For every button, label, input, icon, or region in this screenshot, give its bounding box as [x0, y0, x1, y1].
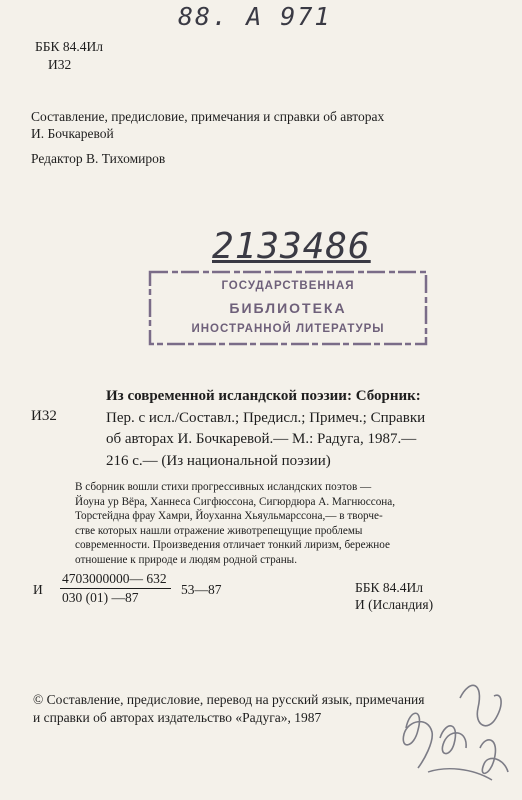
stamp-line: ГОСУДАРСТВЕННАЯ [221, 280, 355, 292]
annotation-line: стве которых нашли отражение животрепещущие проблемы [75, 524, 363, 537]
annotation [75, 480, 395, 568]
library-stamp [148, 270, 428, 346]
annotation-line: В сборник вошли стихи прогрессивных исландских поэтов — [75, 481, 372, 493]
index-numerator: 4703000000— 632 [60, 571, 171, 589]
annotation-line: современности. Произведения отличает тонкий лиризм, бережное [75, 539, 390, 552]
compiler-line: Составление, предисловие, примечания и справки об авторах [31, 109, 385, 124]
catalog-entry [106, 386, 425, 472]
index-denominator: 030 (01) —87 [62, 590, 139, 605]
inventory-number: 2133486 [212, 226, 371, 267]
copyright-notice [33, 691, 424, 726]
shelf-mark: 88. A 971 [178, 2, 332, 31]
country-mark: И (Исландия) [355, 597, 434, 612]
bbk-code-top: ББК 84.4Ил [35, 39, 103, 54]
compiler-credit [31, 108, 384, 142]
catalog-code: И32 [31, 408, 57, 424]
bbk-code-bottom: ББК 84.4Ил [355, 580, 423, 595]
stamp-line: БИБЛИОТЕКА [229, 300, 347, 316]
catalog-line: 216 с.— (Из национальной поэзии) [106, 452, 331, 469]
catalog-title-line: Из современной исландской поэзии: Сборник: [106, 388, 421, 404]
catalog-line: об авторах И. Бочкаревой.— М.: Радуга, 1987.— [106, 431, 417, 447]
editor-credit: Редактор В. Тихомиров [31, 151, 166, 166]
copyright-line: © Составление, предисловие, перевод на русский язык, примечания [33, 692, 425, 707]
compiler-line: И. Бочкаревой [31, 126, 114, 141]
annotation-line: отношение к природе и людям родной страны. [75, 553, 297, 566]
annotation-line: Йоуна ур Вёра, Ханнеса Сигфюссона, Сигюрдюра А. Магнюссона, [75, 495, 396, 508]
catalog-line: Пер. с исл./Составл.; Предисл.; Примеч.; Справки [106, 409, 426, 426]
copyright-line: и справки об авторах издательство «Радуга», 1987 [33, 709, 322, 725]
index-number: 53—87 [181, 582, 222, 597]
stamp-line: ИНОСТРАННОЙ ЛИТЕРАТУРЫ [191, 323, 385, 335]
index-letter: И [33, 582, 43, 597]
annotation-line: Торстейдна фрау Хамри, Йоуханна Хьяульмарссона,— в творче- [75, 510, 383, 523]
index-fraction [60, 571, 171, 606]
author-mark-top: И32 [48, 57, 72, 72]
handwritten-signature [388, 668, 518, 796]
